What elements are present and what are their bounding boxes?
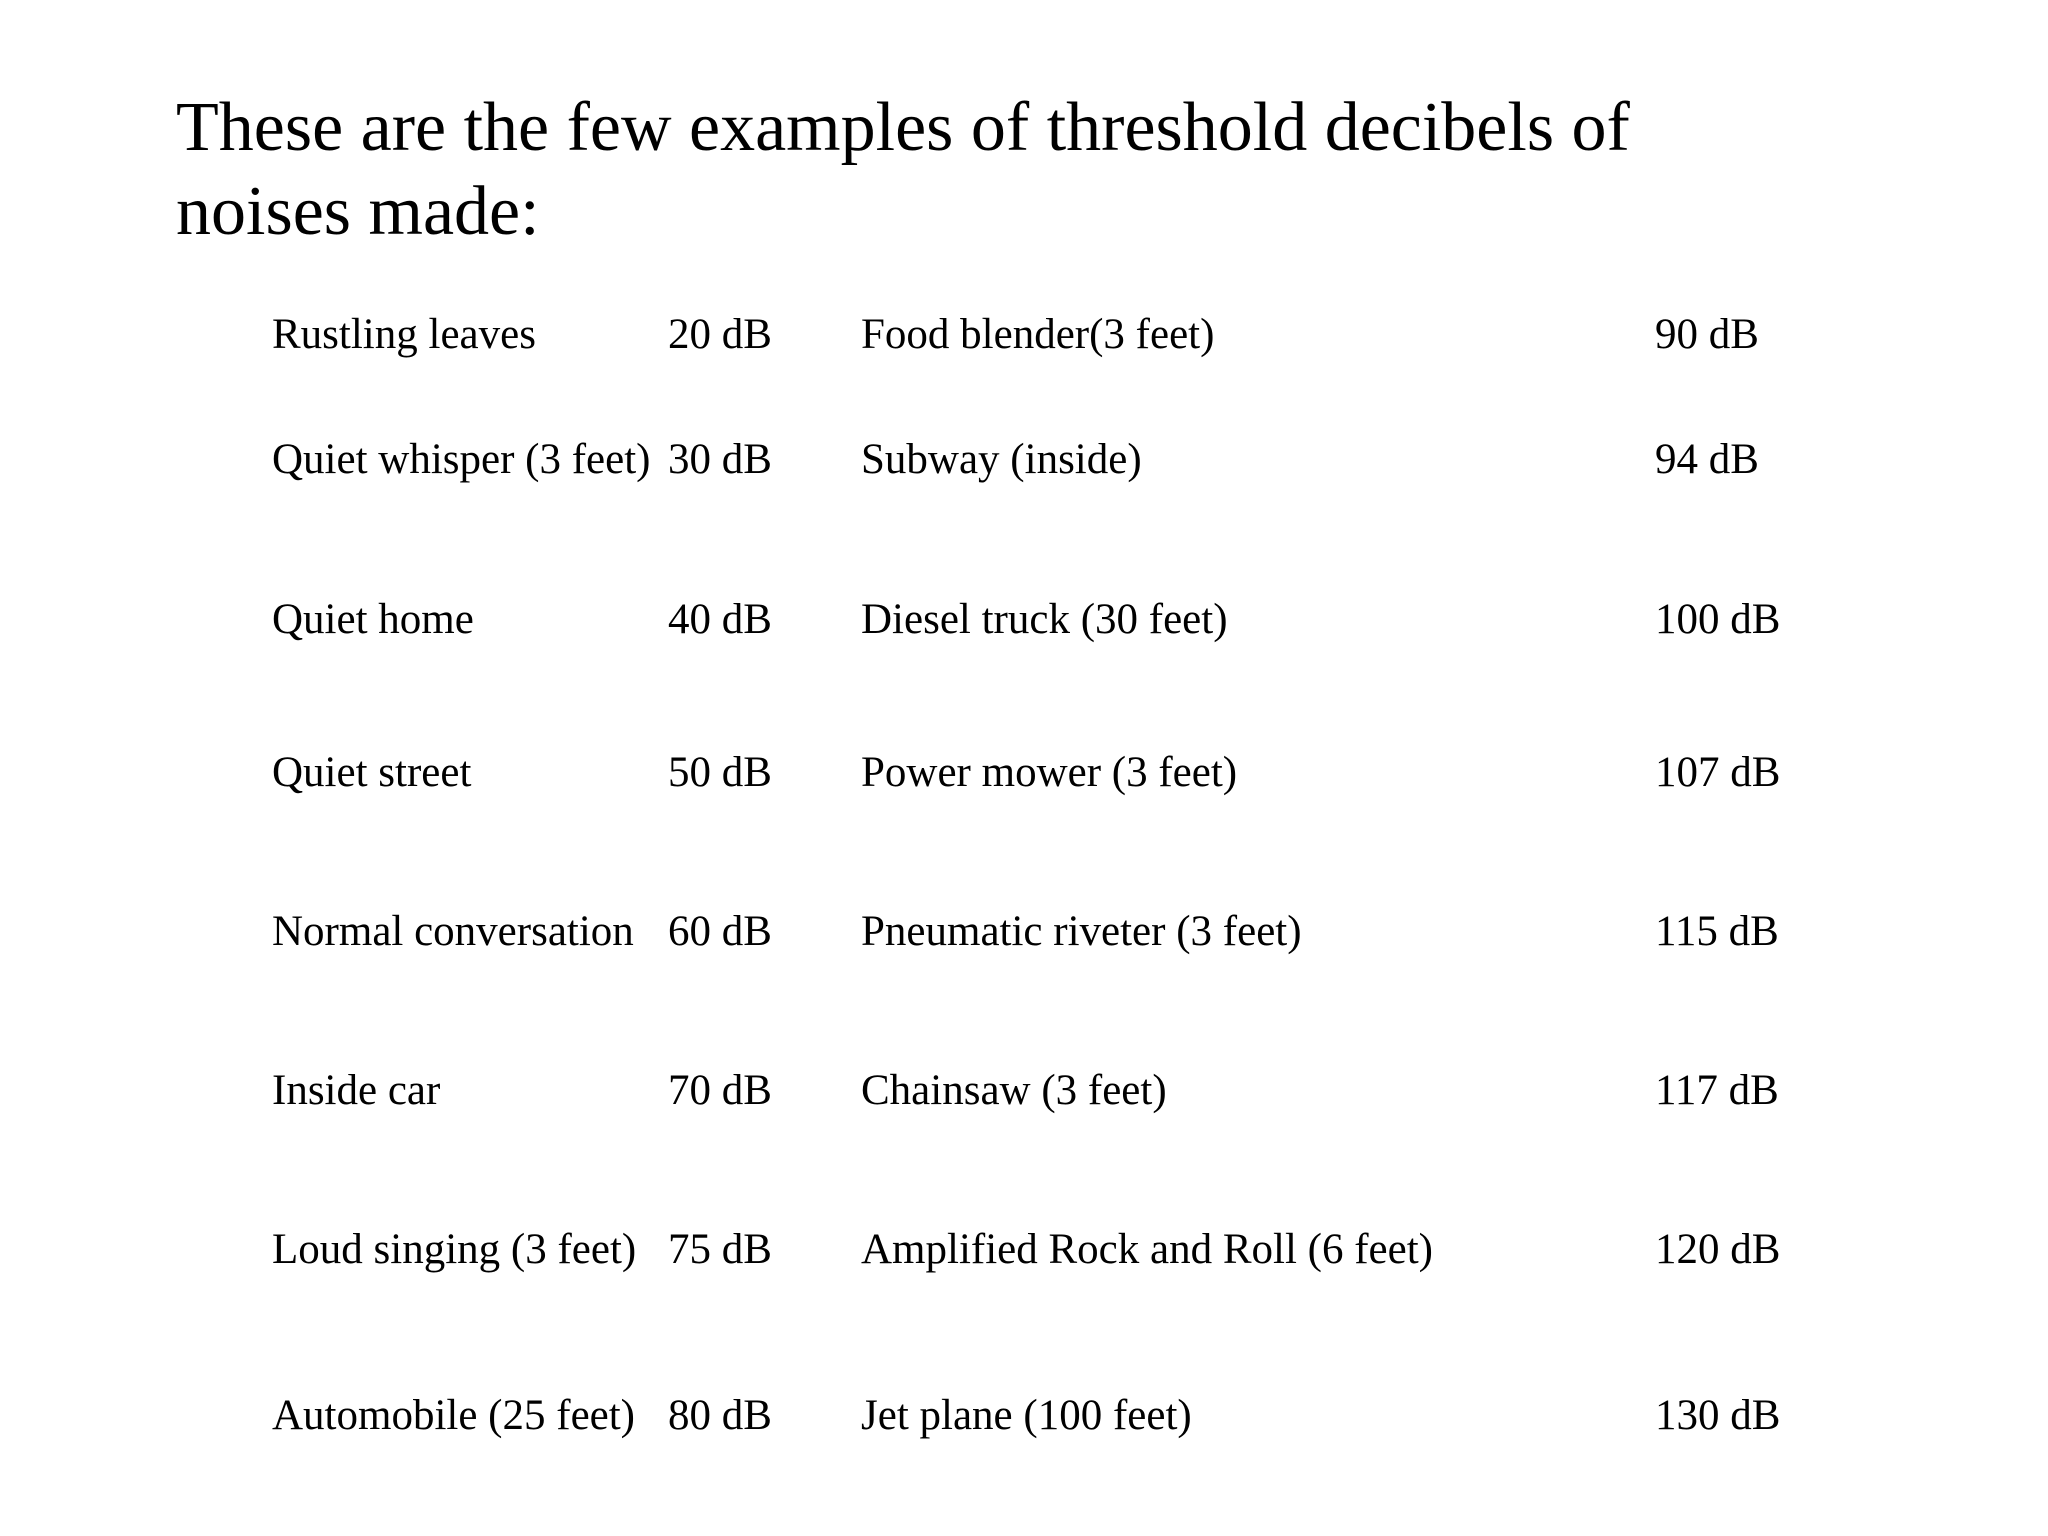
decibel-value-left: 60 dB [668, 908, 772, 955]
noise-source-left: Quiet street [272, 749, 472, 796]
noise-source-left: Quiet whisper (3 feet) [272, 436, 651, 483]
slide-title: These are the few examples of threshold decibels of noises made: [176, 89, 1630, 250]
noise-source-right: Jet plane (100 feet) [861, 1392, 1192, 1439]
table-row [272, 378, 1875, 542]
decibel-value-left: 70 dB [668, 1067, 772, 1114]
decibel-value-right: 90 dB [1655, 311, 1759, 358]
decibel-value-left: 40 dB [668, 596, 772, 643]
decibel-value-right: 130 dB [1655, 1392, 1781, 1439]
noise-source-right: Power mower (3 feet) [861, 749, 1238, 796]
noise-source-right: Amplified Rock and Roll (6 feet) [861, 1226, 1433, 1273]
table-row [272, 1334, 1875, 1498]
decibel-value-left: 80 dB [668, 1392, 772, 1439]
noise-source-left: Inside car [272, 1067, 441, 1114]
decibel-value-right: 107 dB [1655, 749, 1781, 796]
noise-source-left: Normal conversation [272, 908, 634, 955]
noise-source-left: Loud singing (3 feet) [272, 1226, 637, 1273]
decibel-value-left: 30 dB [668, 436, 772, 483]
table-row [272, 292, 1875, 378]
table-row [272, 698, 1875, 848]
decibel-value-left: 75 dB [668, 1226, 772, 1273]
decibel-value-left: 50 dB [668, 749, 772, 796]
decibel-value-right: 115 dB [1655, 908, 1779, 955]
noise-source-right: Chainsaw (3 feet) [861, 1067, 1167, 1114]
noise-source-left: Rustling leaves [272, 311, 536, 358]
decibel-value-left: 20 dB [668, 311, 772, 358]
table-row [272, 1166, 1875, 1334]
table-row [272, 542, 1875, 698]
decibel-value-right: 120 dB [1655, 1226, 1781, 1273]
decibel-value-right: 94 dB [1655, 436, 1759, 483]
noise-source-left: Quiet home [272, 596, 474, 643]
noise-source-right: Diesel truck (30 feet) [861, 596, 1228, 643]
decibel-value-right: 117 dB [1655, 1067, 1779, 1114]
decibel-value-right: 100 dB [1655, 596, 1781, 643]
noise-source-left: Automobile (25 feet) [272, 1392, 636, 1439]
noise-source-right: Pneumatic riveter (3 feet) [861, 908, 1302, 955]
noise-source-right: Food blender(3 feet) [861, 311, 1215, 358]
decibel-table [272, 292, 1875, 1498]
table-row [272, 1016, 1875, 1166]
table-row [272, 848, 1875, 1016]
noise-source-right: Subway (inside) [861, 436, 1142, 483]
